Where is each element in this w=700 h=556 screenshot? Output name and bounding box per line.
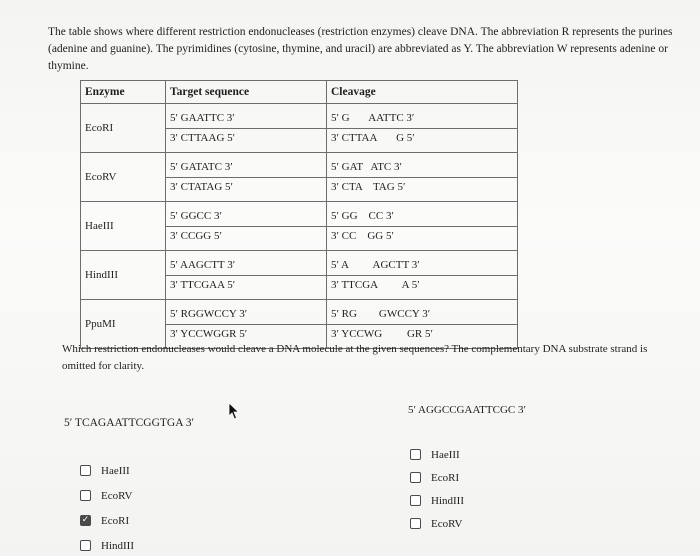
cleavage-bottom: 3′ CTTAA G 5′	[327, 128, 517, 148]
table-row	[81, 153, 518, 202]
question-text: Which restriction endonucleases would cleave a DNA molecule at the given sequences? The complementary DNA substrate strand is omitted for clarity.	[62, 343, 648, 372]
checkbox-haeiii[interactable]	[80, 465, 91, 476]
sequence-b-options	[410, 443, 464, 535]
checkbox-ecori[interactable]	[410, 472, 421, 483]
target-sequence-cell	[166, 251, 327, 300]
cleavage-bottom: 3′ TTCGA A 5′	[327, 275, 517, 295]
target-sequence-bottom: 3′ CTATAG 5′	[166, 177, 326, 197]
target-sequence-bottom: 3′ TTCGAA 5′	[166, 275, 326, 295]
target-sequence-top: 5′ GAATTC 3′	[170, 111, 235, 124]
table-row	[81, 104, 518, 153]
table-row	[81, 202, 518, 251]
cleavage-cell	[327, 202, 518, 251]
table-header-row	[81, 81, 518, 104]
target-sequence-top: 5′ GATATC 3′	[170, 160, 233, 173]
enzyme-name: HaeIII	[81, 202, 166, 251]
target-sequence-bottom: 3′ CTTAAG 5′	[166, 128, 326, 148]
cleavage-top: 5′ A AGCTT 3′	[331, 258, 420, 271]
option-ecorv[interactable]	[80, 483, 134, 508]
enzyme-name: HindIII	[81, 251, 166, 300]
option-label: EcoRI	[101, 514, 130, 527]
option-label: EcoRV	[431, 517, 463, 530]
checkbox-ecorv[interactable]	[80, 490, 91, 501]
option-label: EcoRI	[431, 471, 460, 484]
cleavage-top: 5′ GAT ATC 3′	[331, 160, 402, 173]
target-sequence-cell	[166, 202, 327, 251]
enzyme-name: PpuMI	[81, 300, 166, 349]
option-hindiii[interactable]	[410, 489, 464, 512]
intro-text: The table shows where different restriction endonucleases (restriction enzymes) cleave DNA. The abbreviation R represents the purines (adenine and guanine). The pyrimidines (cytosine, thymine, and uracil) are abbreviated as Y. The abbreviation W represents adenine or thymine.	[48, 25, 673, 72]
cleavage-bottom: 3′ CTA TAG 5′	[327, 177, 517, 197]
option-label: HindIII	[431, 494, 464, 507]
target-sequence-bottom: 3′ CCGG 5′	[166, 226, 326, 246]
cleavage-top: 5′ GG CC 3′	[331, 209, 394, 222]
table-row	[81, 251, 518, 300]
option-ecori[interactable]	[410, 466, 464, 489]
sequence-a-options	[80, 458, 134, 556]
checkbox-hindiii[interactable]	[410, 495, 421, 506]
option-haeiii[interactable]	[410, 443, 464, 466]
checkbox-haeiii[interactable]	[410, 449, 421, 460]
header-cleavage: Cleavage	[327, 81, 518, 104]
cleavage-cell	[327, 153, 518, 202]
option-haeiii[interactable]	[80, 458, 134, 483]
sequence-b-label: 5′ AGGCCGAATTCGC 3′	[408, 404, 526, 416]
enzyme-table	[80, 80, 518, 349]
enzyme-name: EcoRV	[81, 153, 166, 202]
option-label: EcoRV	[101, 489, 133, 502]
cleavage-cell	[327, 104, 518, 153]
cleavage-cell	[327, 251, 518, 300]
target-sequence-cell	[166, 153, 327, 202]
checkbox-ecorv[interactable]	[410, 518, 421, 529]
target-sequence-cell	[166, 104, 327, 153]
target-sequence-bottom: 3′ YCCWGGR 5′	[166, 324, 326, 344]
option-ecorv[interactable]	[410, 512, 464, 535]
option-label: HindIII	[101, 539, 134, 552]
option-ecori[interactable]	[80, 508, 134, 533]
cleavage-bottom: 3′ YCCWG GR 5′	[327, 324, 517, 344]
target-sequence-top: 5′ RGGWCCY 3′	[170, 307, 248, 320]
sequence-a-label: 5′ TCAGAATTCGGTGA 3′	[64, 417, 195, 429]
checkbox-hindiii[interactable]	[80, 540, 91, 551]
target-sequence-top: 5′ GGCC 3′	[170, 209, 222, 222]
cleavage-top: 5′ G AATTC 3′	[331, 111, 415, 124]
target-sequence-top: 5′ AAGCTT 3′	[170, 258, 236, 271]
checkbox-ecori[interactable]	[80, 515, 91, 526]
cleavage-bottom: 3′ CC GG 5′	[327, 226, 517, 246]
option-label: HaeIII	[431, 448, 460, 461]
option-label: HaeIII	[101, 464, 130, 477]
option-hindiii[interactable]	[80, 533, 134, 556]
mouse-cursor-icon	[228, 402, 240, 420]
header-target-sequence: Target sequence	[166, 81, 327, 104]
cleavage-top: 5′ RG GWCCY 3′	[331, 307, 431, 320]
header-enzyme: Enzyme	[81, 81, 166, 104]
enzyme-name: EcoRI	[81, 104, 166, 153]
